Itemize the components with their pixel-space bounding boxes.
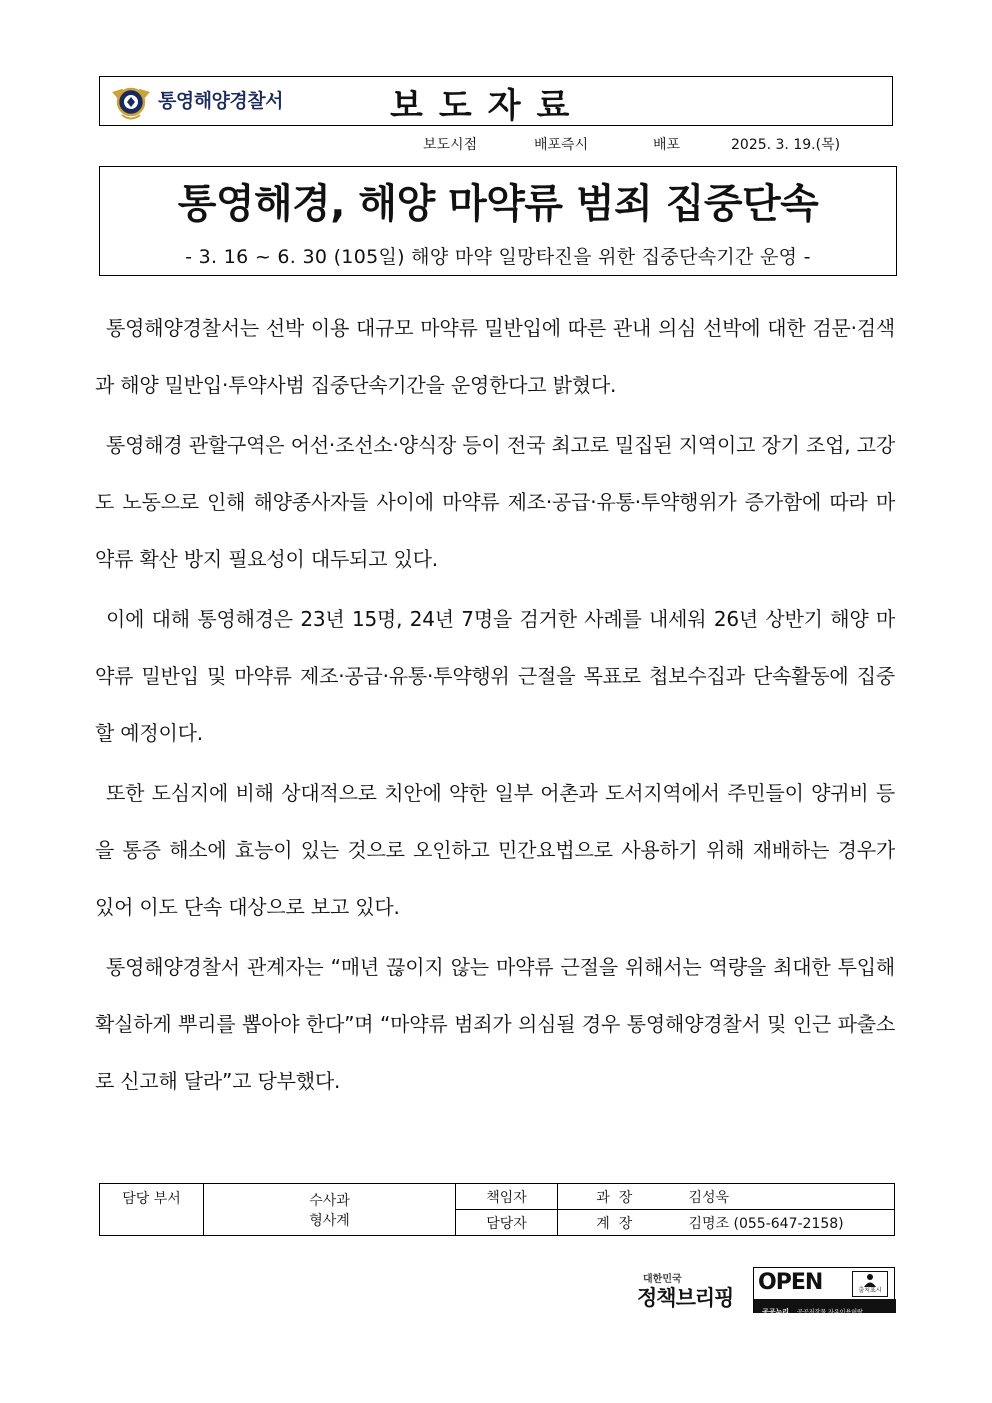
headline: 통영해경, 해양 마약류 범죄 집중단속: [177, 181, 819, 227]
responsible-label: 책임자: [456, 1184, 558, 1210]
attribution-text: 출처표시: [858, 1287, 882, 1294]
staff-title: 계 장: [558, 1210, 671, 1236]
paragraph-5: 통영해양경찰서 관계자는 “매년 끊이지 않는 마약류 근절을 위해서는 역량을 최대한 투입해 확실하게 뿌리를 뽑아야 한다”며 “마약류 범죄가 의심될 경우 통영해양경찰서 및 인근 파출소로 신고해 달라”고 당부했다.: [95, 955, 895, 1093]
coast-guard-emblem-icon: [110, 80, 152, 122]
article-body: [95, 300, 895, 1113]
open-sub: 공공누리: [762, 1308, 790, 1316]
briefing-top-text: 대한민국: [643, 1274, 682, 1285]
release-date: 2025. 3. 19.(목): [731, 137, 841, 153]
responsible-title: 과 장: [558, 1184, 671, 1210]
paragraph-4: 또한 도심지에 비해 상대적으로 치안에 약한 일부 어촌과 도서지역에서 주민들이 양귀비 등을 통증 해소에 효능이 있는 것으로 오인하고 민간요법으로 사용하기 위해 재배하는 경우가 있어 이도 단속 대상으로 보고 있다.: [95, 781, 895, 919]
agency-name: 통영해양경찰서: [158, 90, 283, 112]
staff-label: 담당자: [456, 1210, 558, 1236]
team-name: 형사계: [309, 1212, 350, 1229]
release-time-value: 배포즉시: [534, 137, 589, 153]
paragraph-2: 통영해경 관할구역은 어선·조선소·양식장 등이 전국 최고로 밀집된 지역이고 장기 조업, 고강도 노동으로 인해 해양종사자들 사이에 마약류 제조·공급·유통·투약행위가 증가함에 따라 마약류 확산 방지 필요성이 대두되고 있다.: [95, 433, 895, 571]
attribution-badge: [852, 1271, 888, 1297]
subheadline: - 3. 16 ~ 6. 30 (105일) 해양 마약 일망타진을 위한 집중단속기간 운영 -: [185, 246, 811, 268]
paragraph-3: 이에 대해 통영해경은 23년 15명, 24년 7명을 검거한 사례를 내세워 26년 상반기 해양 마약류 밀반입 및 마약류 제조·공급·유통·투약행위 근절을 목표로 첩보수집과 단속활동에 집중할 예정이다.: [95, 607, 895, 745]
distribution-label: 배포: [653, 137, 681, 153]
policy-briefing-logo: [637, 1270, 745, 1316]
staff-name: 김명조 (055-647-2158): [671, 1210, 895, 1236]
dept-name: 수사과: [309, 1192, 350, 1209]
open-bar: [754, 1299, 896, 1316]
person-icon: [863, 1273, 877, 1287]
kogl-open-logo: [753, 1267, 895, 1316]
dept-cell: [204, 1184, 456, 1236]
contact-table: [99, 1183, 895, 1236]
dept-label: 담당 부서: [100, 1184, 204, 1236]
release-time-label: 보도시점: [423, 137, 478, 153]
briefing-main-text: 정책브리핑: [637, 1286, 734, 1310]
open-desc: 공공저작물 자유이용허락: [797, 1309, 863, 1316]
responsible-name: 김성욱: [671, 1184, 895, 1210]
document-type: 보도자료: [390, 86, 586, 126]
open-mark: OPEN: [758, 1270, 823, 1295]
paragraph-1: 통영해양경찰서는 선박 이용 대규모 마약류 밀반입에 따른 관내 의심 선박에 대한 검문·검색과 해양 밀반입·투약사범 집중단속기간을 운영한다고 밝혔다.: [95, 316, 896, 397]
